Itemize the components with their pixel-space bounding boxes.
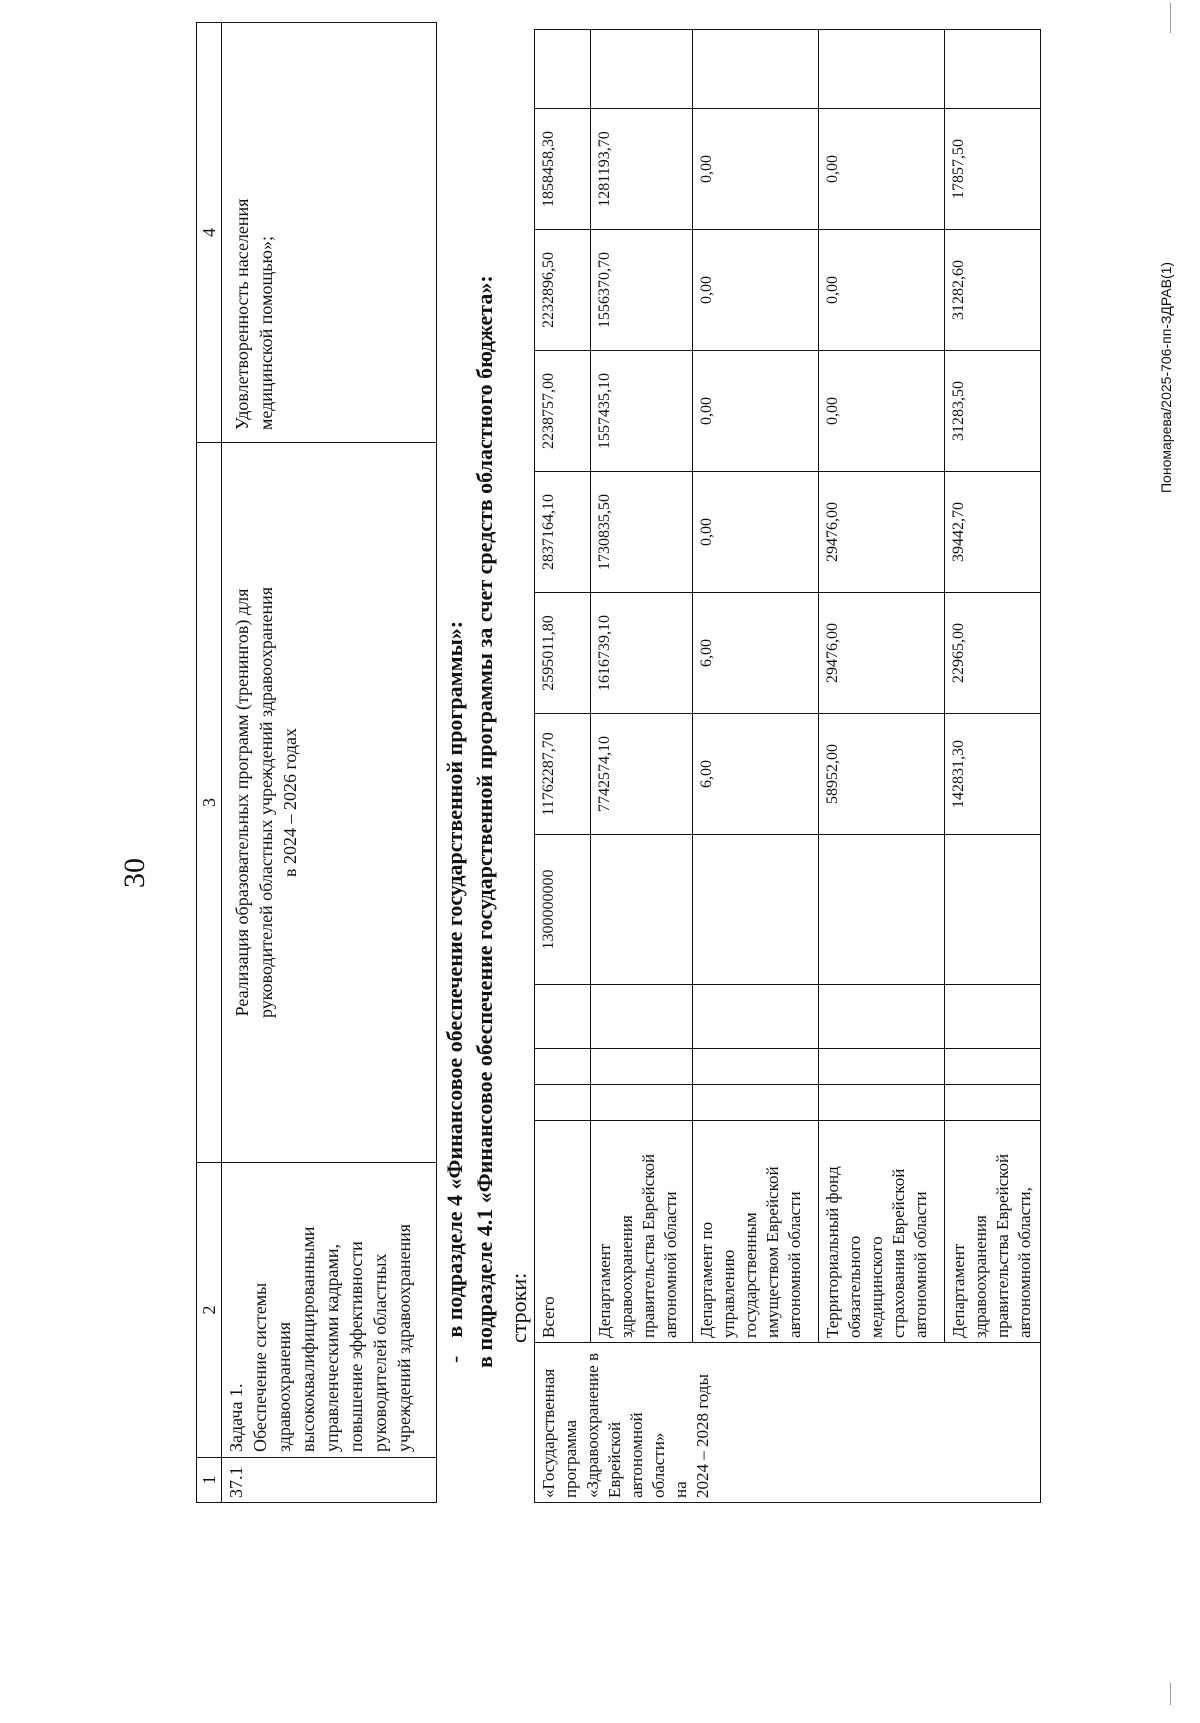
value-cell: 142831,30: [945, 714, 1041, 835]
empty-cell: [591, 30, 693, 109]
value-cell: 1556370,70: [591, 230, 693, 351]
executor-line: страхования Еврейской: [889, 1168, 908, 1338]
program-line: «Государственная: [539, 1368, 558, 1498]
header-cell-3: 3: [197, 443, 222, 1163]
code-cell: [591, 835, 693, 985]
executor-cell: [819, 1121, 945, 1343]
empty-cell: [945, 985, 1041, 1049]
value-cell: 31282,60: [945, 230, 1041, 351]
measure-cell: [222, 443, 437, 1163]
value-cell: 1730835,50: [591, 472, 693, 593]
executor-cell: [945, 1121, 1041, 1343]
empty-cell: [819, 985, 945, 1049]
value-cell: 0,00: [693, 472, 819, 593]
empty-cell: [693, 30, 819, 109]
task-line: учреждений здравоохранения: [394, 1223, 414, 1452]
page-number: 30: [118, 858, 151, 888]
header-cell-4: 4: [197, 23, 222, 443]
empty-cell: [819, 30, 945, 109]
task-line: повышение эффективности: [346, 1241, 366, 1452]
empty-cell: [591, 985, 693, 1049]
value-cell: 0,00: [819, 351, 945, 472]
measure-line: Реализация образовательных программ (тренингов) для: [232, 588, 252, 1017]
table-row: [693, 30, 819, 1503]
empty-cell: [535, 1049, 591, 1085]
task-line: Обеспечение системы: [250, 1282, 270, 1452]
subsection-4-text: в подразделе 4 «Финансовое обеспечение государственной программы»:: [442, 620, 467, 1338]
executor-line: автономной области: [785, 1191, 804, 1338]
task-table-header-row: [197, 23, 222, 1503]
value-cell: 6,00: [693, 593, 819, 714]
program-line: Еврейской: [605, 1421, 624, 1498]
empty-cell: [535, 985, 591, 1049]
executor-line: здравоохранения: [971, 1215, 990, 1338]
finance-table: [534, 29, 1041, 1503]
table-row: [535, 30, 591, 1503]
value-cell: 0,00: [819, 230, 945, 351]
executor-cell: [591, 1121, 693, 1343]
value-cell: 2595011,80: [535, 593, 591, 714]
value-cell: 58952,00: [819, 714, 945, 835]
value-cell: 2837164,10: [535, 472, 591, 593]
executor-line: Департамент: [949, 1243, 968, 1338]
executor-line: автономной области: [911, 1191, 930, 1338]
task-line: высококвалифицированными: [298, 1226, 318, 1452]
executor-cell: [535, 1121, 591, 1343]
rows-label: строки:: [506, 1272, 531, 1343]
value-cell: 0,00: [693, 109, 819, 230]
task-line: Задача 1.: [226, 1383, 246, 1452]
value-cell: 2238757,00: [535, 351, 591, 472]
value-cell: 1616739,10: [591, 593, 693, 714]
empty-cell: [693, 1085, 819, 1121]
empty-cell: [693, 1049, 819, 1085]
empty-cell: [945, 1085, 1041, 1121]
value-cell: 31283,50: [945, 351, 1041, 472]
value-cell: 6,00: [693, 714, 819, 835]
program-line: «Здравоохранение в: [583, 1353, 602, 1498]
row-number: 37.1: [222, 1458, 437, 1503]
executor-line: Территориальный фонд: [823, 1166, 842, 1338]
value-cell: 0,00: [693, 351, 819, 472]
value-cell: 2232896,50: [535, 230, 591, 351]
value-cell: 29476,00: [819, 593, 945, 714]
code-cell: [693, 835, 819, 985]
result-cell: [222, 23, 437, 443]
empty-cell: [945, 30, 1041, 109]
task-table: [196, 22, 437, 1503]
code-cell: [945, 835, 1041, 985]
empty-cell: [591, 1085, 693, 1121]
result-line: Удовлетворенность населения: [232, 198, 252, 430]
executor-line: Департамент по: [697, 1221, 716, 1338]
executor-line: обязательного: [845, 1235, 864, 1338]
subsection-4-heading: [441, 621, 469, 1363]
margin-mark: [1170, 1683, 1171, 1705]
header-cell-2: 2: [197, 1163, 222, 1458]
executor-line: Департамент: [595, 1243, 614, 1338]
result-line: медицинской помощью»;: [256, 236, 276, 430]
value-cell: 39442,70: [945, 472, 1041, 593]
program-line: 2024 – 2028 годы: [693, 1374, 712, 1498]
task-cell: [222, 1163, 437, 1458]
empty-cell: [535, 1085, 591, 1121]
task-table-row: [222, 23, 437, 1503]
measure-line: в 2024 – 2026 годах: [280, 727, 300, 878]
value-cell: 1281193,70: [591, 109, 693, 230]
task-line: управленческими кадрами,: [322, 1243, 342, 1452]
margin-mark: [1170, 3, 1171, 33]
executor-line: автономной области: [661, 1191, 680, 1338]
value-cell: 7742574,10: [591, 714, 693, 835]
code-cell: 1300000000: [535, 835, 591, 985]
executor-cell: [693, 1121, 819, 1343]
header-cell-1: 1: [197, 1458, 222, 1503]
list-dash: -: [442, 1355, 467, 1363]
program-line: программа: [561, 1419, 580, 1498]
executor-line: здравоохранения: [617, 1215, 636, 1338]
empty-cell: [819, 1085, 945, 1121]
empty-cell: [819, 1049, 945, 1085]
document-footer: Пономарева/2025-706-пп-ЗДРАВ(1): [1158, 261, 1174, 493]
empty-cell: [591, 1049, 693, 1085]
value-cell: 0,00: [693, 230, 819, 351]
executor-line: управлению: [719, 1249, 738, 1338]
value-cell: 17857,50: [945, 109, 1041, 230]
program-line: автономной области»: [627, 1412, 668, 1498]
measure-line: руководителей областных учреждений здравоохранения: [256, 587, 276, 1019]
executor-line: имуществом Еврейской: [763, 1166, 782, 1338]
task-line: здравоохранения: [274, 1321, 294, 1452]
table-row: [819, 30, 945, 1503]
empty-cell: [693, 985, 819, 1049]
value-cell: 1858458,30: [535, 109, 591, 230]
table-row: [591, 30, 693, 1503]
value-cell: 11762287,70: [535, 714, 591, 835]
empty-cell: [945, 1049, 1041, 1085]
code-cell: [819, 835, 945, 985]
table-row: [945, 30, 1041, 1503]
value-cell: 1557435,10: [591, 351, 693, 472]
executor-line: правительства Еврейской: [639, 1153, 658, 1338]
empty-cell: [535, 30, 591, 109]
value-cell: 0,00: [819, 109, 945, 230]
value-cell: 22965,00: [945, 593, 1041, 714]
executor-line: правительства Еврейской: [993, 1153, 1012, 1338]
subsection-4-1-heading: в подразделе 4.1 «Финансовое обеспечение государственной программы за счет средств областного бюджета»:: [472, 275, 497, 1368]
program-line: на: [671, 1481, 690, 1498]
task-line: руководителей областных: [370, 1253, 390, 1452]
executor-line: Всего: [539, 1296, 558, 1338]
executor-line: медицинского: [867, 1236, 886, 1338]
executor-line: государственным: [741, 1212, 760, 1338]
value-cell: 29476,00: [819, 472, 945, 593]
program-name-cell: [535, 1343, 1041, 1503]
executor-line: автономной области,: [1015, 1187, 1034, 1338]
